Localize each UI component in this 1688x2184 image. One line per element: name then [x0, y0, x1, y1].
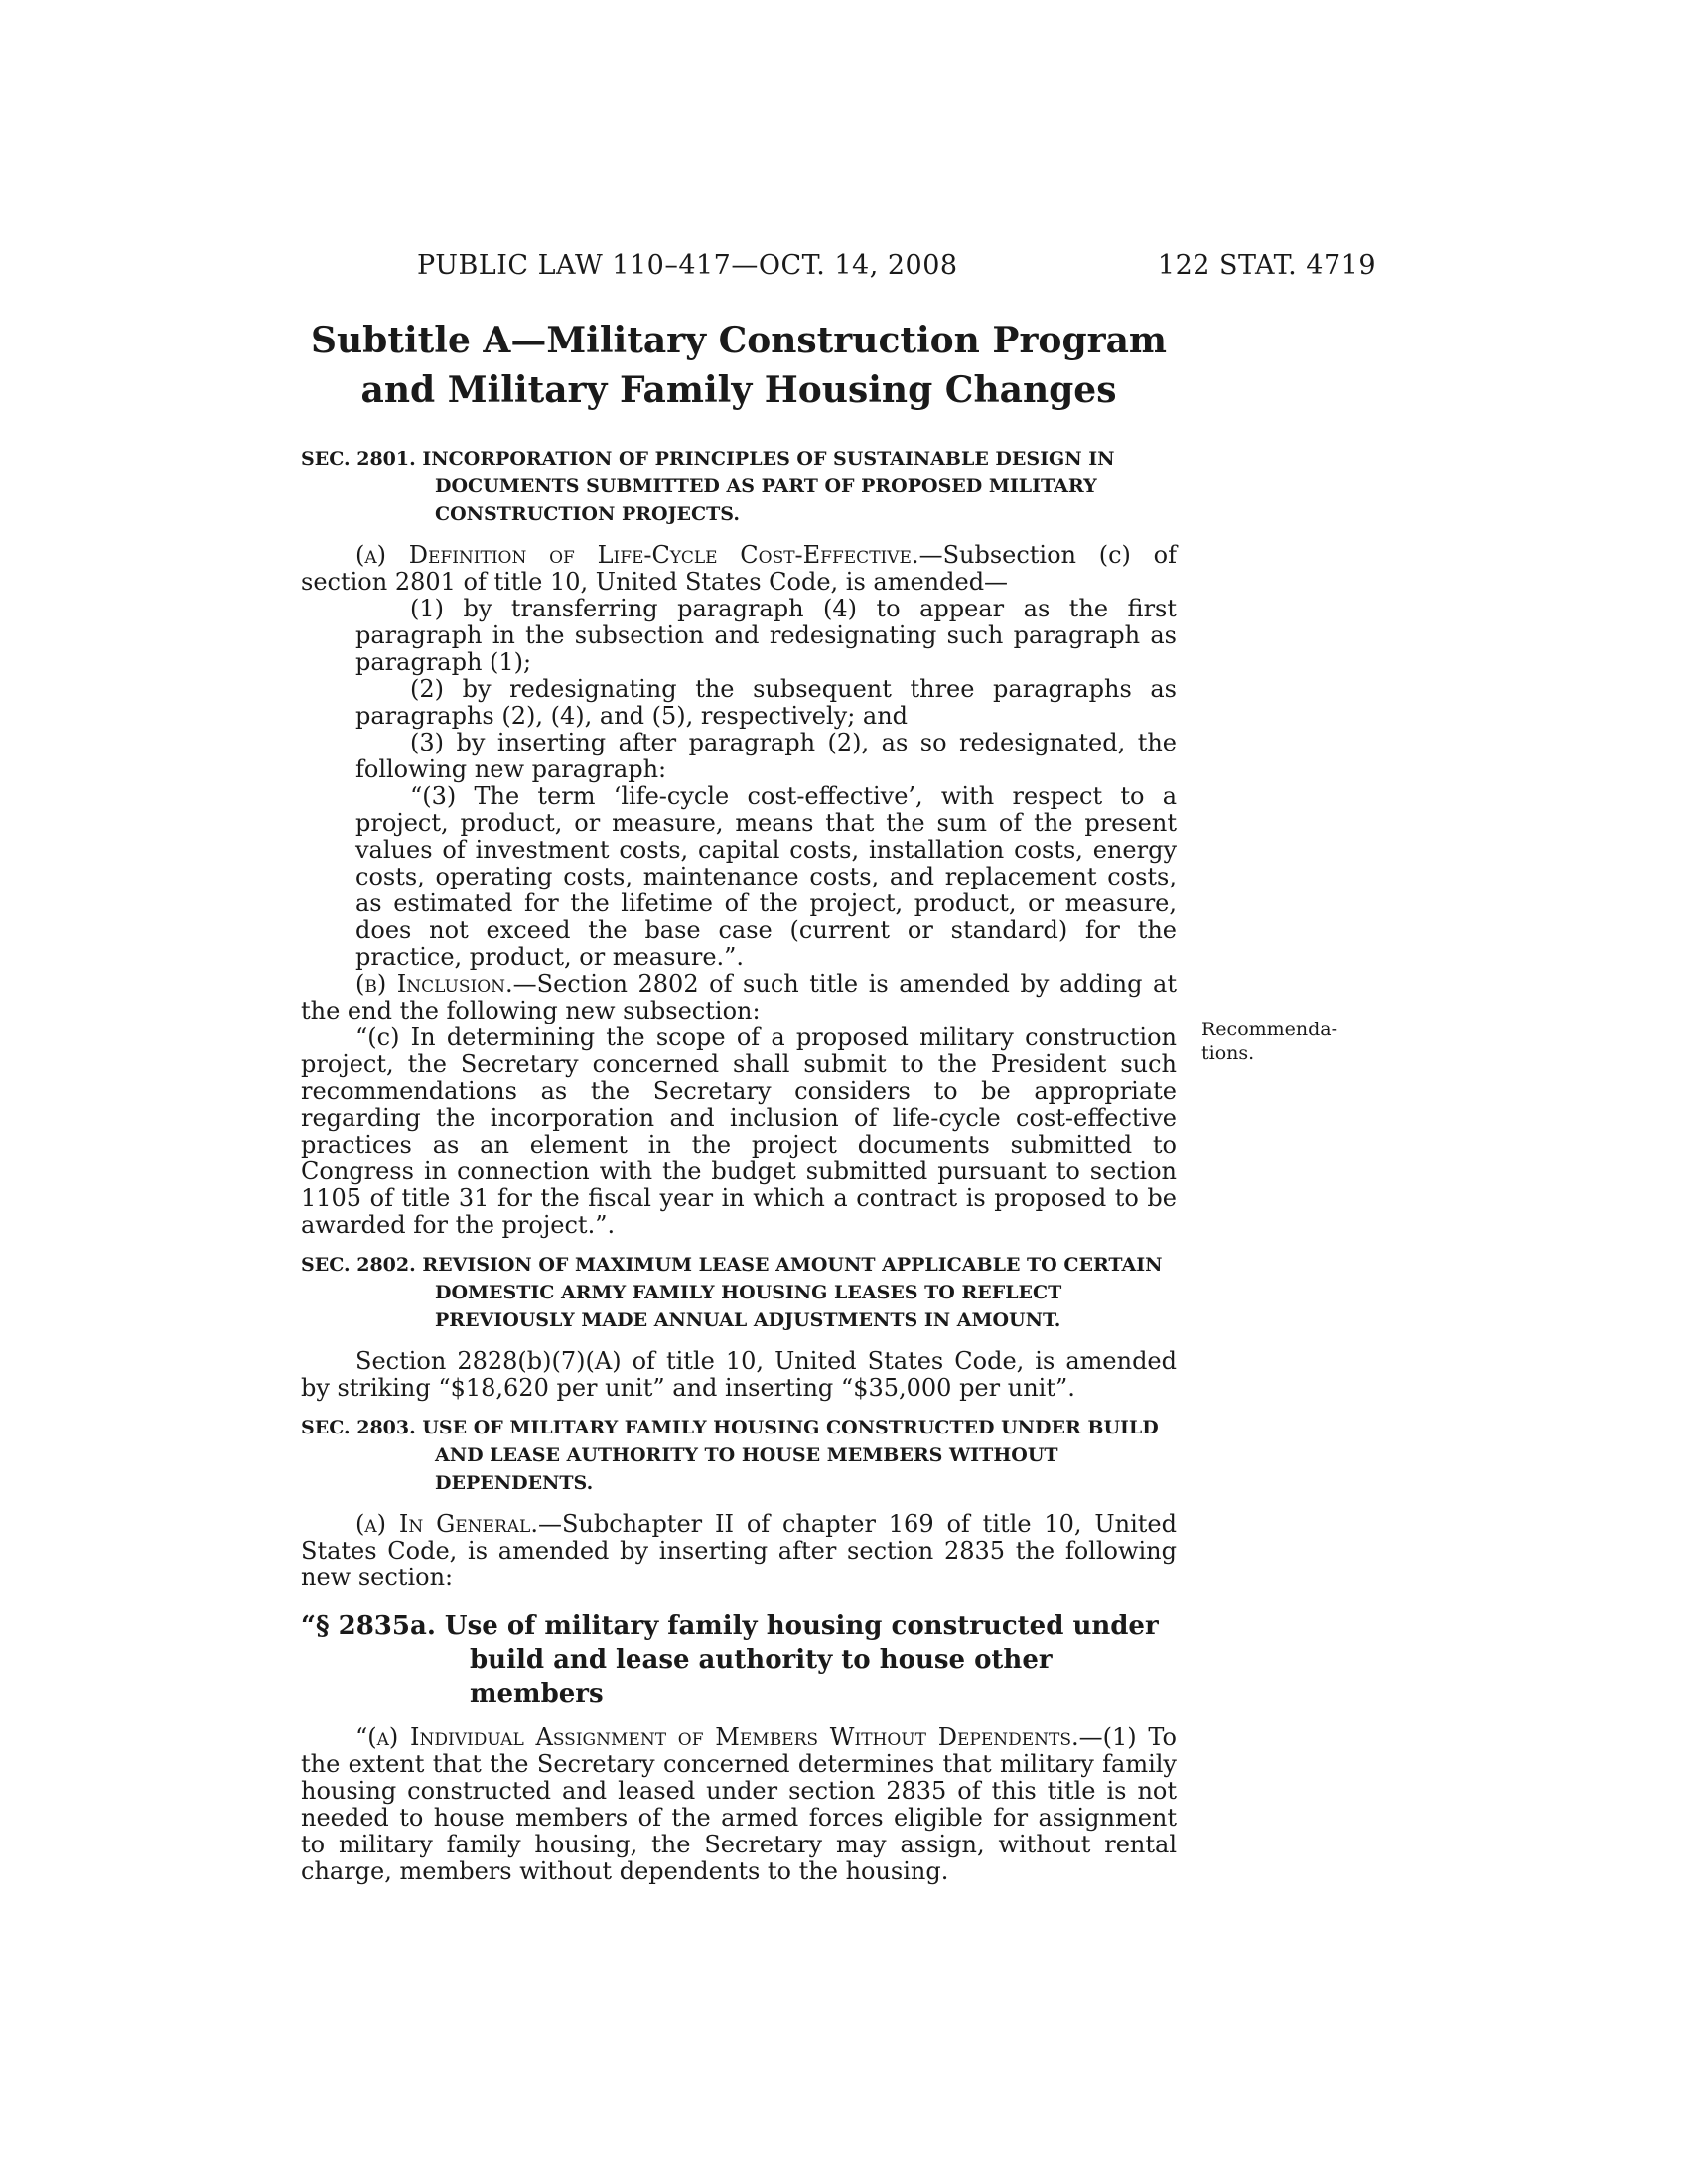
sec2801-paragraph-2: (2) by redesignating the subsequent three paragraphs as paragraphs (2), (4), and (5), respectively; and — [355, 675, 1177, 730]
section-2801-heading: SEC. 2801. INCORPORATION OF PRINCIPLES OF SUSTAINABLE DESIGN IN DOCUMENTS SUBMITTED AS PART OF PROPOSED MILITARY CONSTRUCTION PROJECTS. — [301, 448, 1115, 525]
sec2802-text: Section 2828(b)(7)(A) of title 10, United States Code, is amended by striking “$18,620 per unit” and inserting “$35,000 per unit”. — [301, 1347, 1177, 1402]
new-section-2835a-heading: “§ 2835a. Use of military family housing constructed under build and lease authority to house other members — [301, 1611, 1159, 1708]
margin-note-recommendations: Recommenda-tions. — [1201, 1019, 1338, 1064]
sec2801-paragraph-1: (1) by transferring paragraph (4) to appear as the first paragraph in the subsection and redesignating such paragraph as paragraph (1); — [355, 595, 1177, 676]
sec2801-quoted-paragraph: “(3) The term ‘life-cycle cost-effective’, with respect to a project, product, or measure, means that the sum of the present values of investment costs, capital costs, installation costs, energy costs, operating costs, maintenance costs, and replacement costs, as estimated for the lifetime of the project, product, or measure, does not exceed the base case (current or standard) for the practice, product, or measure.”. — [355, 782, 1177, 971]
sec2803-subsection-a — [301, 1511, 1177, 1591]
sec2801-a-text: —Subsection (c) of section 2801 of title 10, United States Code, is amended— — [301, 541, 1177, 596]
page-header — [298, 250, 1376, 296]
sec2801-paragraph-3: (3) by inserting after paragraph (2), as so redesignated, the following new paragraph: — [355, 729, 1177, 783]
sec2801-subsection-a — [301, 542, 1177, 596]
sec2801-a-label: (a) Definition of Life-Cycle Cost-Effective. — [355, 541, 919, 569]
sec2835a-a-label: “(a) Individual Assignment of Members Without Dependents. — [355, 1723, 1079, 1751]
sec2801-b-label: (b) Inclusion. — [355, 970, 513, 998]
sec2803-a-label: (a) In General. — [355, 1510, 538, 1538]
subtitle-heading — [301, 316, 1177, 415]
section-2802-heading: SEC. 2802. REVISION OF MAXIMUM LEASE AMOUNT APPLICABLE TO CERTAIN DOMESTIC ARMY FAMILY HOUSING LEASES TO REFLECT PREVIOUSLY MADE ANNUAL ADJUSTMENTS IN AMOUNT. — [301, 1254, 1163, 1331]
sec2803-a-text: —Subchapter II of chapter 169 of title 10, United States Code, is amended by inserting after section 2835 the following new section: — [301, 1510, 1177, 1591]
sec2801-quoted-subsection-c: “(c) In determining the scope of a proposed military construction project, the Secretary concerned shall submit to the President such recommendations as the Secretary considers to be appropriate regarding the incorporation and inclusion of life-cycle cost-effective practices as an element in the project documents submitted to Congress in connection with the budget submitted pursuant to section 1105 of title 31 for the fiscal year in which a contract is proposed to be awarded for the project.”. — [301, 1024, 1177, 1239]
document-body — [301, 316, 1177, 1885]
sec2801-subsection-b — [301, 971, 1177, 1024]
sec2801-b-text: —Section 2802 of such title is amended by adding at the end the following new subsection: — [301, 970, 1178, 1024]
sec2835a-a-text: —(1) To the extent that the Secretary concerned determines that military family housing constructed and leased under section 2835 of this title is not needed to house members of the armed forces eligible for assignment to military family housing, the Secretary may assign, without rental charge, members without dependents to the housing. — [301, 1723, 1177, 1885]
law-citation: PUBLIC LAW 110–417—OCT. 14, 2008 — [417, 250, 958, 281]
sec2835a-subsection-a — [301, 1724, 1177, 1885]
subtitle-line-1: Subtitle A—Military Construction Program — [311, 320, 1167, 361]
section-2803-heading: SEC. 2803. USE OF MILITARY FAMILY HOUSING CONSTRUCTED UNDER BUILD AND LEASE AUTHORITY TO HOUSE MEMBERS WITHOUT DEPENDENTS. — [301, 1417, 1159, 1494]
stat-page-number: 122 STAT. 4719 — [1157, 250, 1376, 281]
subtitle-line-2: and Military Family Housing Changes — [360, 369, 1117, 411]
